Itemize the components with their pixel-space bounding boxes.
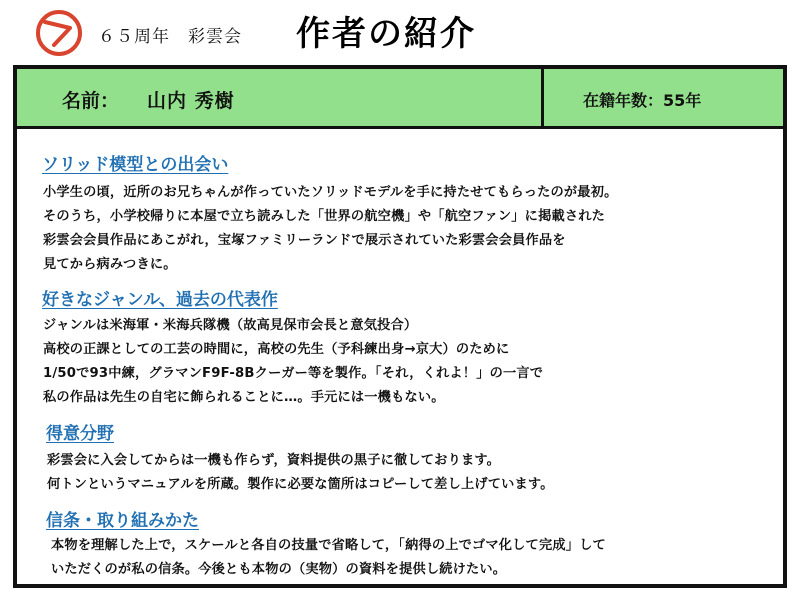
section-line: そのうち，小学校帰りに本屋で立ち読みした「世界の航空機」や「航空ファン」に掲載された <box>43 209 606 224</box>
section-line: 私の作品は先生の自宅に飾られることに…。手元には一機もない。 <box>43 390 445 405</box>
name-label: 名前： <box>62 90 120 112</box>
no-symbol-logo-icon <box>34 8 84 58</box>
anniversary-subtitle: ６５周年 彩雲会 <box>98 27 242 47</box>
section-line: 本物を理解した上で，スケールと各自の技量で省略して，「納得の上でゴマ化して完成」して <box>51 538 606 553</box>
section-line: 1/50で93中練，グラマンF9F-8Bクーガー等を製作。「それ，くれよ！」の一言で <box>43 366 544 381</box>
section-line: 彩雲会に入会してからは一機も作らず，資料提供の黒子に徹しております。 <box>47 453 501 468</box>
page-title: 作者の紹介 <box>296 14 476 54</box>
years-of-membership: 在籍年数：55年 <box>583 91 702 110</box>
section-line: いただくのが私の信条。今後とも本物の（実物）の資料を提供し続けたい。 <box>51 562 507 577</box>
header-divider <box>541 69 544 129</box>
section-heading-specialty: 得意分野 <box>46 424 114 444</box>
section-line: 見てから病みつきに。 <box>43 257 177 272</box>
profile-card <box>13 65 787 588</box>
profile-header-row <box>17 69 783 129</box>
section-line: 高校の正課としての工芸の時間に，高校の先生（予科練出身→京大）のために <box>43 342 510 357</box>
section-heading-genre: 好きなジャンル、過去の代表作 <box>42 290 278 310</box>
name-value: 山内 秀樹 <box>147 90 235 112</box>
section-line: ジャンルは米海軍・米海兵隊機（故高見保市会長と意気投合） <box>43 318 418 333</box>
section-heading-encounter: ソリッド模型との出会い <box>42 155 229 175</box>
section-line: 何トンというマニュアルを所蔵。製作に必要な箇所はコピーして差し上げています。 <box>47 477 554 492</box>
section-heading-principles: 信条・取り組みかた <box>46 511 199 531</box>
section-line: 彩雲会会員作品にあこがれ，宝塚ファミリーランドで展示されていた彩雲会会員作品を <box>43 233 566 248</box>
section-line: 小学生の頃，近所のお兄ちゃんが作っていたソリッドモデルを手に持たせてもらったのが最初。 <box>43 185 618 200</box>
